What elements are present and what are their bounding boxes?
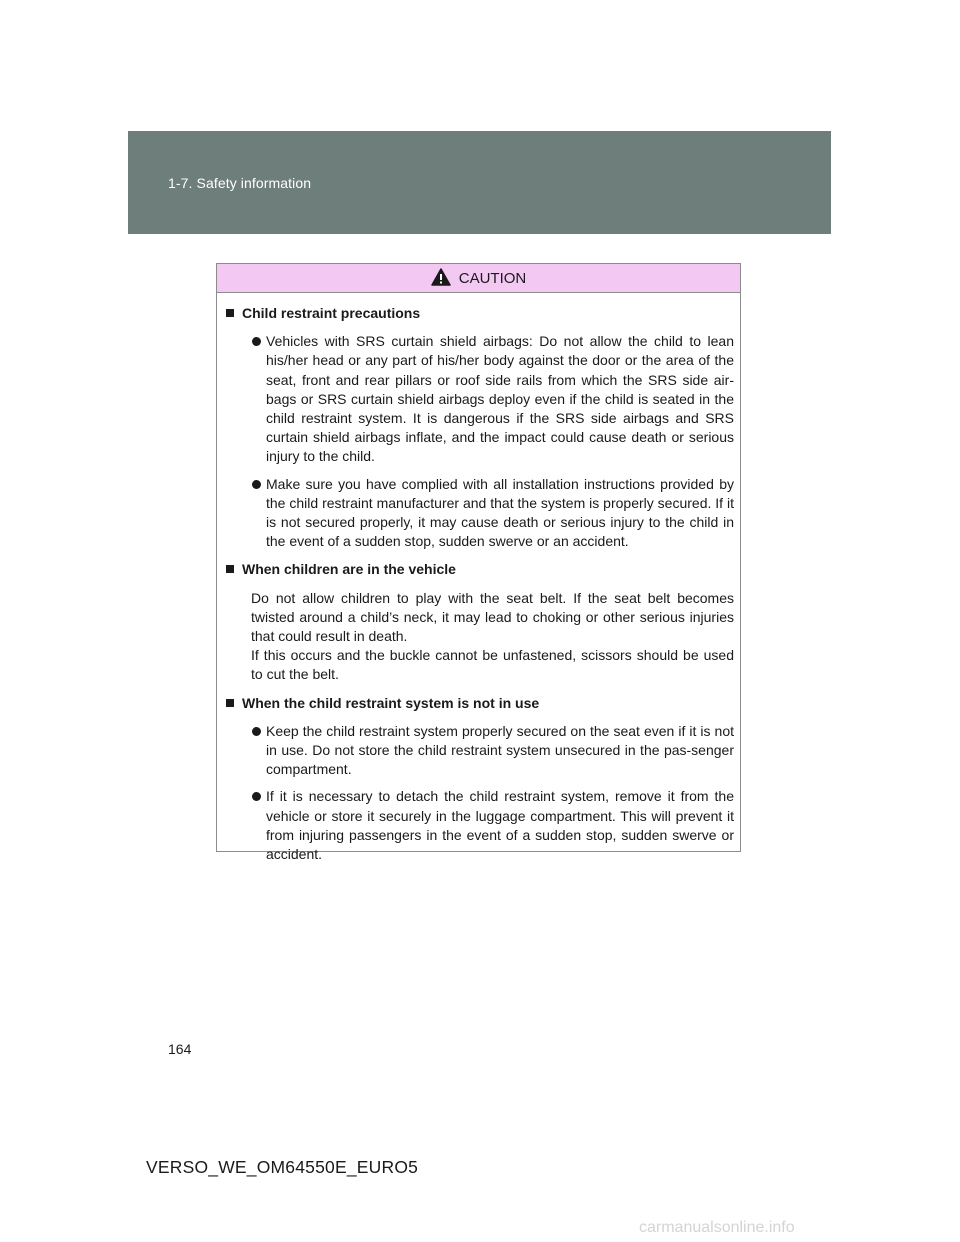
square-bullet-icon [226, 699, 234, 707]
caution-title: CAUTION [458, 269, 527, 287]
document-code: VERSO_WE_OM64550E_EURO5 [146, 1157, 419, 1177]
list-item: Keep the child restraint system properly secured on the seat even if it is not in use. Do not store the child restraint system unsecured in the pas-senger compartment. [217, 722, 740, 780]
watermark: carmanualsonline.info [639, 1219, 795, 1236]
round-bullet-icon [252, 480, 261, 489]
round-bullet-icon [252, 337, 261, 346]
square-bullet-icon [226, 309, 234, 317]
round-bullet-icon [252, 727, 261, 736]
paragraph: Do not allow children to play with the seat belt. If the seat belt becomes twisted around a child’s neck, it may lead to choking or other serious injuries that could result in death. [251, 589, 734, 645]
section-heading-restraint-not-in-use: When the child restraint system is not in use [217, 694, 740, 713]
paragraph: If this occurs and the buckle cannot be unfastened, scissors should be used to cut the belt. [251, 647, 734, 683]
caution-box [216, 263, 741, 863]
section-heading-children-in-vehicle: When children are in the vehicle [217, 560, 740, 579]
section-title: 1-7. Safety information [168, 175, 312, 191]
square-bullet-icon [226, 565, 234, 573]
caution-header [217, 264, 740, 293]
chapter-header-band [128, 131, 831, 234]
caution-body [217, 293, 740, 864]
warning-triangle-icon [431, 268, 451, 286]
list-item: Make sure you have complied with all installation instructions provided by the child restraint manufacturer and that the system is properly secured. If it is not secured properly, it may cause death or serious injury to the child in the event of a sudden stop, sudden swerve or an accident. [217, 475, 740, 552]
section-heading-child-restraint-precautions: Child restraint precautions [217, 304, 740, 323]
list-item: Vehicles with SRS curtain shield airbags: Do not allow the child to lean his/her head or any part of his/her body against the door or the area of the seat, front and rear pillars or roof side rails from which the SRS side air-bags or SRS curtain shield airbags deploy even if the child is seated in the child restraint system. It is dangerous if the SRS side airbags and SRS curtain shield airbags inflate, and the impact could cause death or serious injury to the child. [217, 332, 740, 466]
round-bullet-icon [252, 792, 261, 801]
list-item: If it is necessary to detach the child restraint system, remove it from the vehicle or store it securely in the luggage compartment. This will prevent it from injuring passengers in the event of a sudden stop, sudden swerve or accident. [217, 787, 740, 864]
page-number: 164 [168, 1041, 192, 1057]
